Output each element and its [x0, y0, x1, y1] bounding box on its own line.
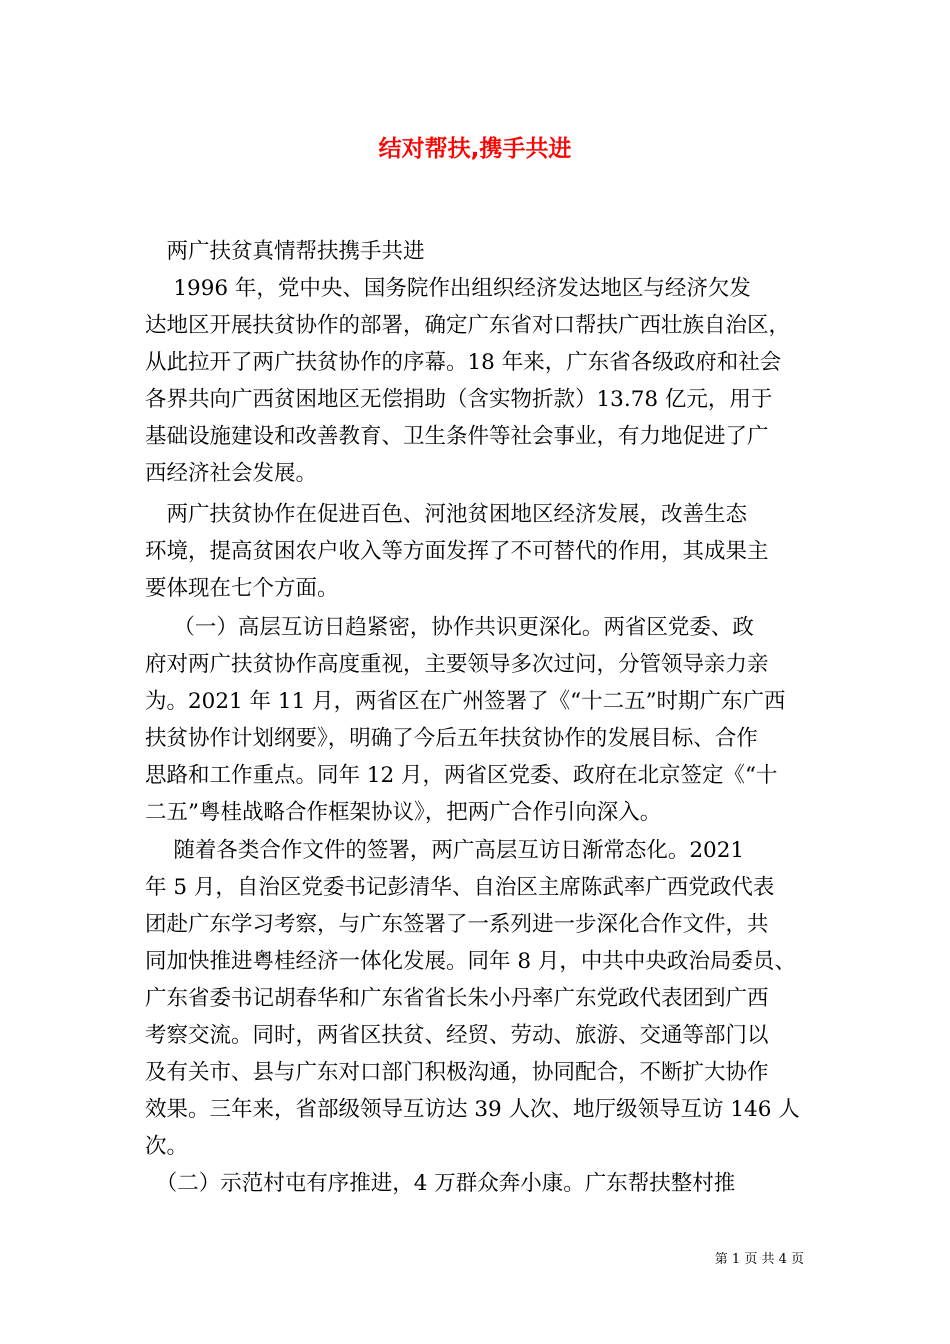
text-line: 环境，提高贫困农户收入等方面发挥了不可替代的作用，其成果主: [145, 539, 769, 564]
text-line: 要体现在七个方面。: [145, 576, 339, 601]
text-line: 思路和工作重点。同年 12 月，两省区党委、政府在北京签定《“十: [145, 763, 778, 788]
text-line: 同加快推进粤桂经济一体化发展。同年 8 月，中共中央政治局委员、: [145, 949, 796, 974]
text-line: 二五”粤桂战略合作框架协议》，把两广合作引向深入。: [145, 800, 662, 825]
text-line: 随着各类合作文件的签署，两广高层互访日渐常态化。2021: [145, 838, 745, 863]
text-line: 各界共向广西贫困地区无偿捐助（含实物折款）13.78 亿元，用于: [145, 387, 773, 412]
text-line: 从此拉开了两广扶贫协作的序幕。18 年来，广东省各级政府和社会: [145, 350, 782, 375]
text-line: 团赴广东学习考察，与广东签署了一系列进一步深化合作文件，共: [145, 912, 769, 937]
text-line: 考察交流。同时，两省区扶贫、经贸、劳动、旅游、交通等部门以: [145, 1023, 769, 1048]
paragraph-subtitle: [145, 233, 807, 270]
document-title: 结对帮扶,携手共进: [378, 136, 572, 162]
page-number: 第 1 页 共 4 页: [714, 1252, 804, 1267]
text-line: 基础设施建设和改善教育、卫生条件等社会事业，有力地促进了广: [145, 424, 769, 449]
text-line: （二）示范村屯有序推进，4 万群众奔小康。广东帮扶整村推: [145, 1171, 736, 1196]
text-line: 1996 年，党中央、国务院作出组织经济发达地区与经济欠发: [145, 276, 751, 301]
text-line: （一）高层互访日趋紧密，协作共识更深化。两省区党委、政: [145, 615, 754, 640]
paragraph-4: [145, 832, 807, 1165]
text-line: 达地区开展扶贫协作的部署，确定广东省对口帮扶广西壮族自治区，: [145, 313, 791, 338]
paragraph-2: [145, 496, 807, 607]
paragraph-5: [145, 1165, 807, 1202]
text-line: 府对两广扶贫协作高度重视，主要领导多次过问，分管领导亲力亲: [145, 652, 769, 677]
text-line: 及有关市、县与广东对口部门积极沟通，协同配合，不断扩大协作: [145, 1060, 769, 1085]
text-line: 扶贫协作计划纲要》，明确了今后五年扶贫协作的发展目标、合作: [145, 726, 758, 751]
paragraph-1: [145, 270, 807, 492]
text-line: 为。2021 年 11 月，两省区在广州签署了《“十二五”时期广东广西: [145, 689, 786, 714]
text-line: 效果。三年来，省部级领导互访达 39 人次、地厅级领导互访 146 人: [145, 1097, 800, 1122]
text-line: 广东省委书记胡春华和广东省省长朱小丹率广东党政代表团到广西: [145, 986, 769, 1011]
text-line: 西经济社会发展。: [145, 461, 318, 486]
text-line: 年 5 月，自治区党委书记彭清华、自治区主席陈武率广西党政代表: [145, 875, 775, 900]
paragraph-3: [145, 609, 807, 831]
text-line: 次。: [145, 1134, 189, 1159]
text-line: 两广扶贫协作在促进百色、河池贫困地区经济发展，改善生态: [145, 502, 748, 527]
text-line: 两广扶贫真情帮扶携手共进: [145, 239, 425, 264]
